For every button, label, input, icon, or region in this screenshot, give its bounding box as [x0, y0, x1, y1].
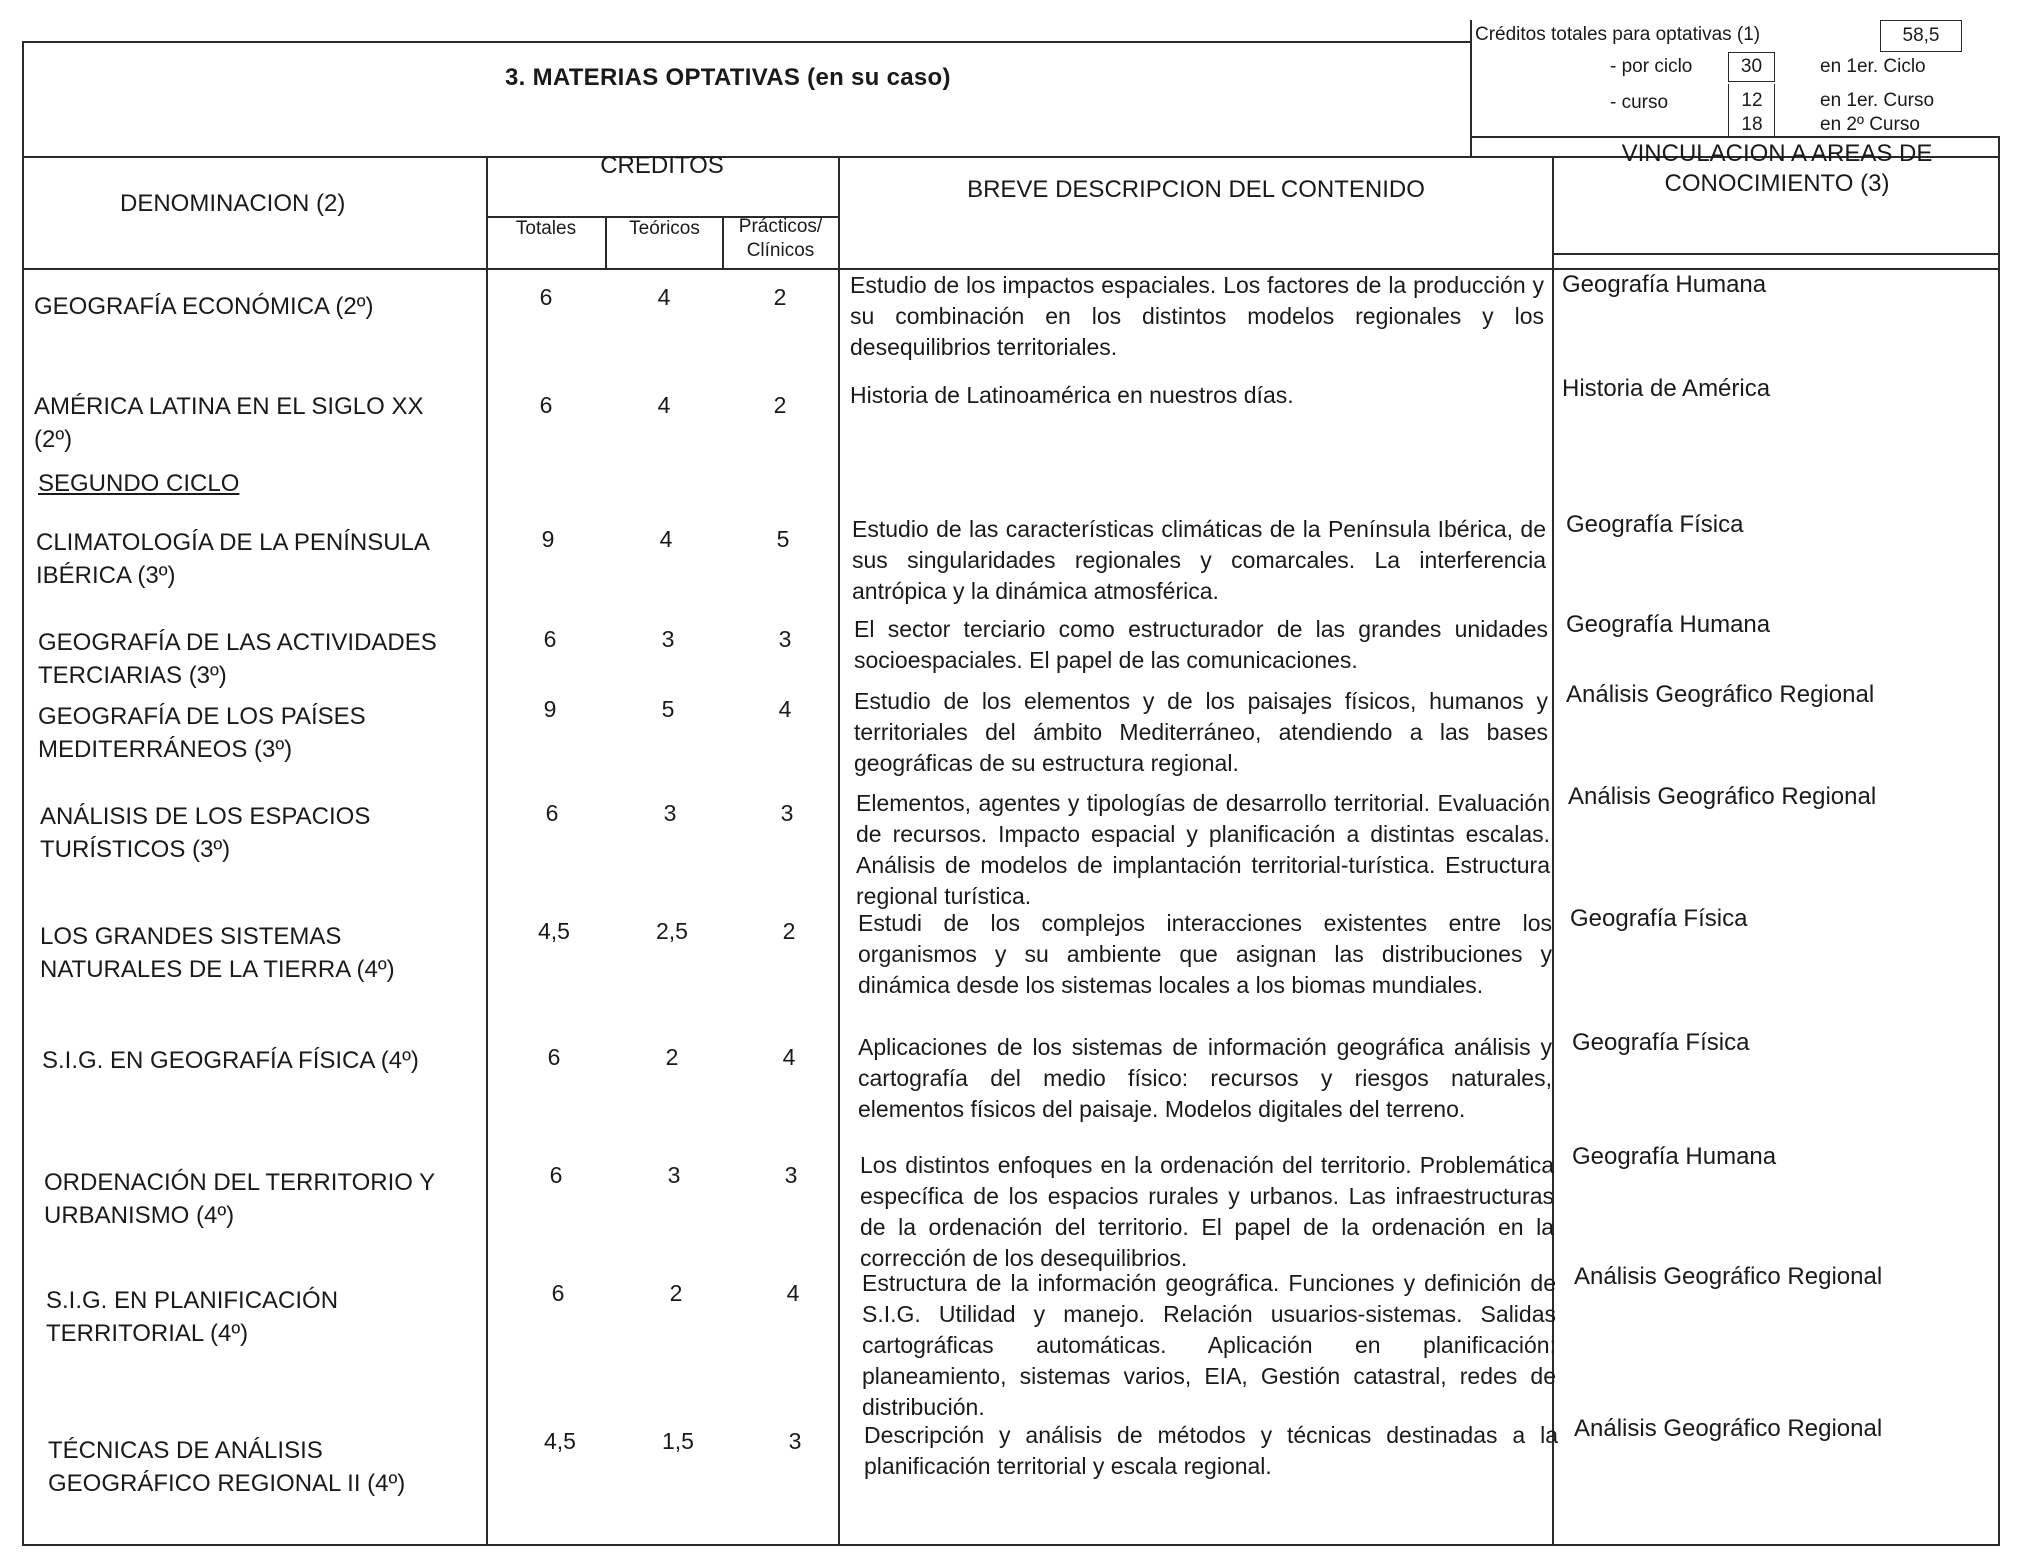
area-conocimiento: Análisis Geográfico Regional	[1568, 783, 1877, 810]
denominacion: GEOGRAFÍA DE LOS PAÍSES MEDITERRÁNEOS (3º)	[38, 703, 366, 763]
area-conocimiento: Geografía Humana	[1562, 271, 1767, 298]
creditos-practicos: 5	[776, 526, 790, 552]
creditos-totales: 6	[549, 1162, 563, 1188]
por-ciclo-note: en 1er. Ciclo	[1820, 56, 1926, 77]
creditos-practicos: 2	[782, 918, 796, 944]
creditos-teoricos: 4	[657, 284, 671, 310]
summary-box-bottom	[1470, 136, 2000, 138]
creditos-totales: 6	[547, 1044, 561, 1070]
creditos-teoricos: 3	[663, 800, 677, 826]
curso-note-1: en 1er. Curso	[1820, 90, 1935, 111]
creditos-teoricos: 1,5	[662, 1428, 694, 1454]
curso-value-2: 18	[1741, 114, 1763, 135]
descripcion: Estudi de los complejos interacciones existentes entre los organismos y su ambiente que asignan las distribuciones y dinámica desde los sistemas locales a los biomas mundiales.	[858, 910, 1552, 998]
descripcion: El sector terciario como estructurador de las grandes unidades socioespaciales. El papel de las comunicaciones.	[854, 616, 1548, 673]
creditos-teoricos: 5	[661, 696, 675, 722]
denominacion: S.I.G. EN GEOGRAFÍA FÍSICA (4º)	[42, 1047, 419, 1074]
creditos-practicos: 4	[782, 1044, 796, 1070]
creditos-totales: 4,5	[544, 1428, 576, 1454]
creditos-teoricos: 4	[657, 392, 671, 418]
creditos-totales: 9	[543, 696, 557, 722]
area-conocimiento: Historia de América	[1562, 375, 1771, 402]
curso-label: - curso	[1610, 92, 1669, 113]
descripcion: Elementos, agentes y tipologías de desarrollo territorial. Evaluación de recursos. Impacto espacial y planificación a distintas escalas. Análisis de modelos de implantación territorial-turística. Estructura regional turística.	[856, 790, 1550, 909]
descripcion: Estudio de los impactos espaciales. Los factores de la producción y su combinación en los distintos modelos regionales y los desequilibrios territoriales.	[850, 272, 1544, 360]
descripcion: Estudio de las características climáticas de la Península Ibérica, de sus singularidades regionales y comarcales. La interferencia antrópica y la dinámica atmosférica.	[852, 516, 1546, 604]
left-border	[22, 41, 24, 1546]
creditos-teoricos: 2	[665, 1044, 679, 1070]
creditos-totales: 6	[551, 1280, 565, 1306]
area-conocimiento: Análisis Geográfico Regional	[1574, 1415, 1883, 1442]
creditos-totales: 6	[543, 626, 557, 652]
creditos-practicos: 3	[788, 1428, 802, 1454]
denominacion: CLIMATOLOGÍA DE LA PENÍNSULA IBÉRICA (3º)	[36, 529, 430, 589]
denominacion: TÉCNICAS DE ANÁLISIS GEOGRÁFICO REGIONAL II (4º)	[48, 1437, 406, 1497]
header-creditos: CREDITOS	[600, 152, 724, 179]
area-conocimiento: Geografía Física	[1566, 511, 1744, 538]
descripcion: Descripción y análisis de métodos y técnicas destinadas a la planificación territorial y escala regional.	[864, 1422, 1558, 1479]
por-ciclo-value: 30	[1728, 52, 1775, 82]
denominacion: ORDENACIÓN DEL TERRITORIO Y URBANISMO (4º)	[44, 1169, 436, 1229]
descripcion: Aplicaciones de los sistemas de información geográfica análisis y cartografía del medio físico: recursos y riesgos naturales, elementos físicos del paisaje. Modelos digitales del terreno.	[858, 1034, 1552, 1122]
area-conocimiento: Geografía Humana	[1572, 1143, 1777, 1170]
right-border	[1998, 136, 2000, 1546]
section-segundo-ciclo: SEGUNDO CICLO	[38, 470, 240, 497]
curso-note-2: en 2º Curso	[1820, 114, 1920, 135]
creditos-totales: 6	[539, 392, 553, 418]
col-sep-creditos	[838, 156, 840, 1546]
creditos-teoricos: 2	[669, 1280, 683, 1306]
creditos-teoricos: 4	[659, 526, 673, 552]
denominacion: LOS GRANDES SISTEMAS NATURALES DE LA TIERRA (4º)	[40, 923, 395, 983]
por-ciclo-label: - por ciclo	[1610, 56, 1693, 77]
creditos-practicos: 4	[786, 1280, 800, 1306]
header-descripcion: BREVE DESCRIPCION DEL CONTENIDO	[967, 176, 1425, 203]
page-title: 3. MATERIAS OPTATIVAS (en su caso)	[505, 64, 951, 91]
creditos-practicos: 4	[778, 696, 792, 722]
header-practicos-1: Prácticos/	[738, 216, 823, 237]
creditos-totales: 6	[539, 284, 553, 310]
creditos-practicos: 3	[784, 1162, 798, 1188]
creditos-teoricos: 3	[667, 1162, 681, 1188]
descripcion: Estructura de la información geográfica. Funciones y definición de S.I.G. Utilidad y manejo. Relación usuarios-sistemas. Salidas cartográficas automáticas. Aplicación en planificación: planeamiento, sistemas varios, EIA, Gestión catastral, redes de distribución.	[862, 1270, 1556, 1420]
vinculacion-sub-rule	[1552, 253, 2000, 255]
creditos-practicos: 2	[773, 392, 787, 418]
bottom-border	[22, 1544, 2000, 1546]
creditos-totales: 9	[541, 526, 555, 552]
descripcion: Historia de Latinoamérica en nuestros días.	[850, 382, 1294, 408]
denominacion: GEOGRAFÍA ECONÓMICA (2º)	[34, 293, 374, 320]
area-conocimiento: Análisis Geográfico Regional	[1566, 681, 1875, 708]
header-teoricos: Teóricos	[629, 218, 700, 239]
creditos-practicos: 2	[773, 284, 787, 310]
curso-value-1: 12	[1741, 90, 1763, 111]
denominacion: ANÁLISIS DE LOS ESPACIOS TURÍSTICOS (3º)	[40, 803, 371, 863]
creditos-teoricos: 2,5	[656, 918, 688, 944]
creditos-teoricos: 3	[661, 626, 675, 652]
top-border	[22, 41, 1472, 43]
area-conocimiento: Geografía Física	[1572, 1029, 1750, 1056]
descripcion: Estudio de los elementos y de los paisajes físicos, humanos y territoriales del ámbito Mediterráneo, atendiendo a las bases geográficas de su estructura regional.	[854, 688, 1548, 776]
total-credits-value: 58,5	[1880, 20, 1962, 52]
area-conocimiento: Análisis Geográfico Regional	[1574, 1263, 1883, 1290]
denominacion: GEOGRAFÍA DE LAS ACTIVIDADES TERCIARIAS (3º)	[38, 629, 437, 689]
header-practicos-2: Clínicos	[746, 240, 815, 261]
header-totales: Totales	[515, 218, 577, 239]
creditos-totales: 4,5	[538, 918, 570, 944]
denominacion: S.I.G. EN PLANIFICACIÓN TERRITORIAL (4º)	[46, 1287, 339, 1347]
header-vinculacion-2: CONOCIMIENTO (3)	[1664, 170, 1890, 197]
area-conocimiento: Geografía Física	[1570, 905, 1748, 932]
creditos-practicos: 3	[778, 626, 792, 652]
denominacion: AMÉRICA LATINA EN EL SIGLO XX (2º)	[34, 393, 424, 453]
area-conocimiento: Geografía Humana	[1566, 611, 1771, 638]
header-denominacion: DENOMINACION (2)	[120, 190, 346, 217]
creditos-practicos: 3	[780, 800, 794, 826]
descripcion: Los distintos enfoques en la ordenación del territorio. Problemática específica de los espacios rurales y urbanos. Las infraestructuras de la ordenación del territorio. El papel de la ordenación en la corrección de los desequilibrios.	[860, 1152, 1554, 1271]
total-credits-label: Créditos totales para optativas (1)	[1475, 24, 1761, 45]
header-vinculacion-1: VINCULACION A AREAS DE	[1621, 140, 1933, 167]
creditos-totales: 6	[545, 800, 559, 826]
